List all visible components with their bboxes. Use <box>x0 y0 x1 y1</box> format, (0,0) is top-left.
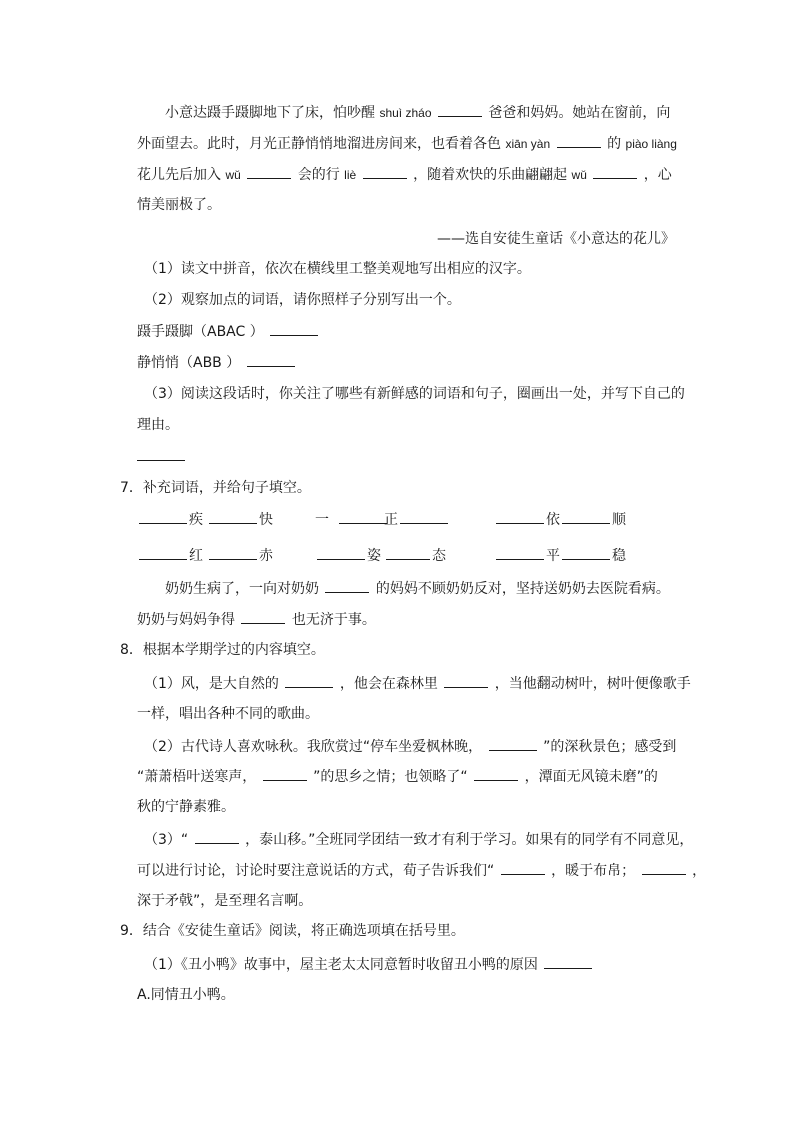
q6-abb <box>137 352 675 372</box>
passage-text: ，随着欢快的乐曲翩翩起 <box>413 167 568 183</box>
question-title: 8．根据本学期学过的内容填空。 <box>120 642 325 658</box>
question-text: 可以进行讨论，讨论时要注意说话的方式，荀子告诉我们“ <box>137 863 495 879</box>
answer-blank[interactable] <box>137 459 185 461</box>
pinyin: shuì zháo <box>379 106 432 120</box>
sentence-text: 奶奶生病了，一向对奶奶 <box>165 581 319 597</box>
q8-part-1b <box>137 704 675 724</box>
idiom-char: 赤 <box>259 548 273 564</box>
q7-title <box>120 478 675 498</box>
idiom-char: 疾 <box>189 512 203 528</box>
answer-blank[interactable] <box>139 509 187 524</box>
answer-blank[interactable] <box>263 766 307 781</box>
answer-blank[interactable] <box>593 164 637 179</box>
question-text: （3）阅读这段话时，你关注了哪些有新鲜感的词语和句子，圈画出一处，并写下自己的 <box>144 386 685 402</box>
q8-part-2 <box>144 736 675 756</box>
pattern-label: 蹑手蹑脚（ABAC ） <box>137 324 264 340</box>
answer-blank[interactable] <box>209 545 257 560</box>
question-text: ，暖于布帛； <box>551 863 636 879</box>
answer-blank[interactable] <box>339 509 387 524</box>
question-text: （2）古代诗人喜欢咏秋。我欣赏过“停车坐爱枫林晚， <box>144 739 483 755</box>
answer-blank[interactable] <box>325 578 369 593</box>
answer-blank[interactable] <box>557 133 601 148</box>
q7-idiom-row-2 <box>137 545 657 565</box>
pinyin: wǔ <box>571 168 587 182</box>
passage-line-1 <box>165 102 675 122</box>
question-text: “萧萧梧叶送寒声， <box>137 769 257 785</box>
question-text: 深于矛戟”，是至理名言啊。 <box>137 893 313 909</box>
source-citation: ——选自安徒生童话《小意达的花儿》 <box>437 231 675 247</box>
question-text: ”的思乡之情；也领略了“ <box>313 769 468 785</box>
passage-text: 的 <box>607 136 622 152</box>
pinyin: xiān yàn <box>505 137 551 151</box>
answer-blank[interactable] <box>317 545 365 560</box>
q7-sentence-2 <box>137 609 675 629</box>
q6-part-2 <box>144 290 675 310</box>
q6-part-3b <box>137 415 675 435</box>
passage-text: 花儿先后加入 <box>137 167 221 183</box>
answer-blank[interactable] <box>270 321 318 336</box>
q6-part-1 <box>144 259 675 279</box>
q8-title <box>120 640 675 660</box>
pinyin: liè <box>344 168 357 182</box>
q9-part-1 <box>144 954 675 974</box>
option-text[interactable]: A.同情丑小鸭。 <box>137 987 235 1003</box>
question-title: 9．结合《安徒生童话》阅读，将正确选项填在括号里。 <box>120 923 465 939</box>
answer-blank[interactable] <box>642 860 686 875</box>
pattern-label: 静悄悄（ABB ） <box>137 355 241 371</box>
pinyin: piào liàng <box>625 137 677 151</box>
passage-text: 爸爸和妈妈。她站在窗前，向 <box>488 105 671 121</box>
answer-blank[interactable] <box>400 509 448 524</box>
passage-line-2 <box>137 133 675 153</box>
passage-text: 外面望去。此时，月光正静悄悄地溜进房间来，也看着各色 <box>137 136 501 152</box>
answer-blank[interactable] <box>247 352 295 367</box>
idiom-char: 态 <box>432 548 446 564</box>
q6-abac <box>137 321 675 341</box>
passage-line-3 <box>137 164 675 184</box>
answer-blank[interactable] <box>363 164 407 179</box>
answer-blank[interactable] <box>562 509 610 524</box>
question-text: （1）风，是大自然的 <box>144 676 279 692</box>
answer-blank[interactable] <box>474 766 518 781</box>
passage-text: 小意达蹑手蹑脚地下了床，怕吵醒 <box>165 105 375 121</box>
idiom-char: 稳 <box>612 548 626 564</box>
answer-blank[interactable] <box>444 673 488 688</box>
idiom-char: 一 <box>315 512 329 528</box>
passage-line-4 <box>137 195 675 215</box>
passage-text: 情美丽极了。 <box>137 197 221 213</box>
idiom-char: 正 <box>384 512 398 528</box>
question-text: 理由。 <box>137 417 179 433</box>
answer-blank[interactable] <box>209 509 257 524</box>
question-text: ，他会在森林里 <box>339 676 438 692</box>
answer-blank[interactable] <box>247 164 291 179</box>
passage-text: ，心 <box>643 167 672 183</box>
answer-blank[interactable] <box>489 736 537 751</box>
answer-blank[interactable] <box>501 860 545 875</box>
answer-blank[interactable] <box>386 545 430 560</box>
answer-blank[interactable] <box>438 102 482 117</box>
sentence-text: 也无济于事。 <box>291 612 376 628</box>
sentence-text: 的妈妈不顾奶奶反对，坚持送奶奶去医院看病。 <box>375 581 670 597</box>
sentence-text: 奶奶与妈妈争得 <box>137 612 235 628</box>
idiom-char: 快 <box>259 512 273 528</box>
question-text: ，潭面无风镜未磨”的 <box>524 769 658 785</box>
idiom-char: 红 <box>189 548 203 564</box>
question-text: （1）读文中拼音，依次在横线里工整美观地写出相应的汉字。 <box>144 261 531 277</box>
q7-sentence-1 <box>165 578 675 598</box>
idiom-char: 依 <box>546 512 560 528</box>
q8-part-2b <box>137 766 675 786</box>
idiom-char: 顺 <box>612 512 626 528</box>
q9-option-a <box>137 985 675 1005</box>
question-text: 一样，唱出各种不同的歌曲。 <box>137 706 319 722</box>
q8-part-3b <box>137 860 707 880</box>
answer-blank[interactable] <box>139 545 187 560</box>
q8-part-3c <box>137 891 675 911</box>
question-text: ，当他翻动树叶，树叶便像歌手 <box>494 676 691 692</box>
question-text: ，泰山移。”全班同学团结一致才有利于学习。如果有的同学有不同意见， <box>245 832 694 848</box>
q9-title <box>120 921 675 941</box>
passage-source <box>137 229 675 249</box>
idiom-char: 姿 <box>367 548 381 564</box>
answer-blank[interactable] <box>285 673 333 688</box>
question-text: （3）“ <box>144 832 189 848</box>
pinyin: wǔ <box>225 168 241 182</box>
q8-part-2c <box>137 797 675 817</box>
question-text: （2）观察加点的词语，请你照样子分别写出一个。 <box>144 292 461 308</box>
question-text: 秋的宁静素雅。 <box>137 799 235 815</box>
question-text: ， <box>692 863 707 879</box>
question-text: （1）《丑小鸭》故事中，屋主老太太同意暂时收留丑小鸭的原因 <box>144 957 538 973</box>
q6-part-3 <box>144 384 685 404</box>
q8-part-1 <box>144 673 691 693</box>
answer-blank[interactable] <box>496 545 544 560</box>
answer-blank[interactable] <box>195 829 239 844</box>
question-title: 7．补充词语，并给句子填空。 <box>120 480 311 496</box>
question-text: ”的深秋景色；感受到 <box>543 739 677 755</box>
q8-part-3 <box>144 829 694 849</box>
idiom-char: 平 <box>546 548 560 564</box>
q7-idiom-row-1 <box>137 509 657 529</box>
answer-blank[interactable] <box>544 954 592 969</box>
answer-blank[interactable] <box>562 545 610 560</box>
answer-blank[interactable] <box>496 509 544 524</box>
answer-blank[interactable] <box>241 609 285 624</box>
passage-text: 会的行 <box>297 167 340 183</box>
